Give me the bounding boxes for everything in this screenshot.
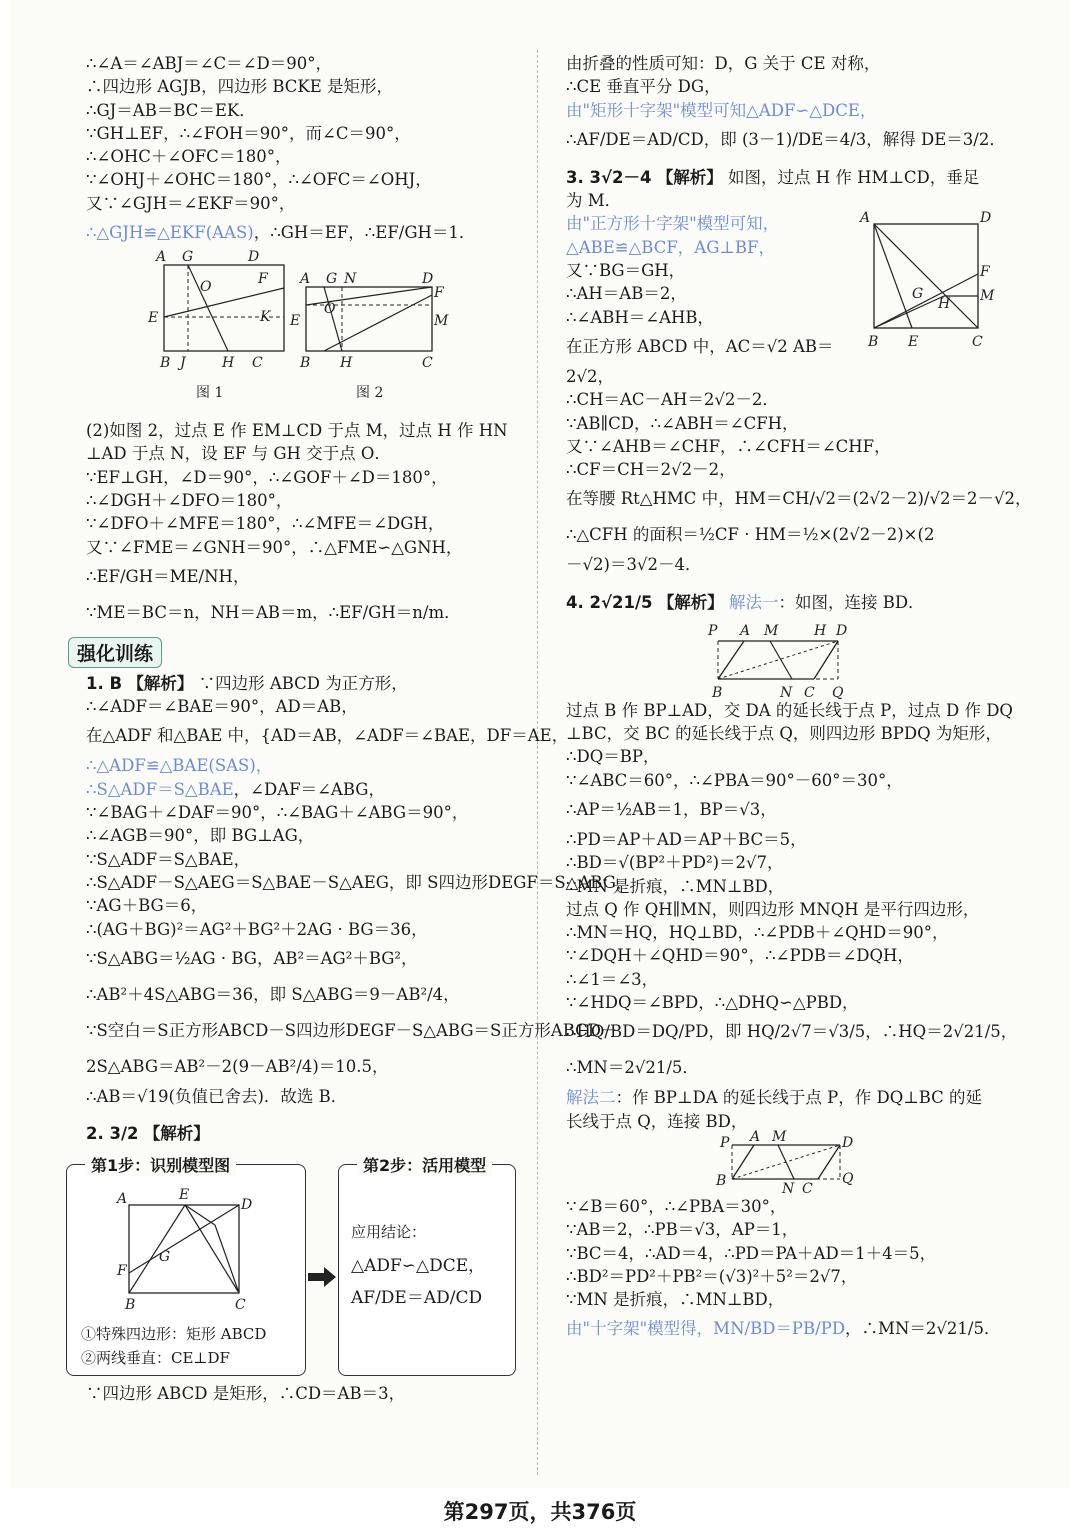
text-span: ：如图，连接 BD． <box>778 592 925 612</box>
text-line: ∴∠DGH＋∠DFO＝180°， <box>86 490 293 510</box>
analysis-tag: 【解析】 <box>657 592 724 612</box>
svg-text:M: M <box>764 622 779 639</box>
svg-text:D: D <box>980 210 992 227</box>
svg-text:C: C <box>422 355 433 372</box>
svg-text:C: C <box>235 1297 246 1314</box>
text-line: －√2)＝3√2－4． <box>566 555 702 575</box>
step2-box <box>338 1156 516 1376</box>
text-line: (2)如图 2，过点 E 作 EM⊥CD 于点 M，过点 H 作 HN <box>86 421 508 441</box>
svg-text:E: E <box>290 313 301 330</box>
analysis-tag: 【解析】 <box>127 673 194 693</box>
svg-text:B: B <box>868 334 879 351</box>
question-2-header <box>86 1116 526 1152</box>
arrow-icon <box>306 1266 338 1288</box>
text-line: 2S△ABG＝AB²－2(9－AB²/4)＝10.5， <box>86 1056 389 1076</box>
svg-text:图 1: 图 1 <box>196 385 224 402</box>
svg-text:O: O <box>200 279 212 296</box>
text-line: ∴BD²＝PD²＋PB²＝(√3)²＋5²＝2√7， <box>566 1266 858 1286</box>
svg-text:H: H <box>814 622 827 639</box>
text-line: 由"正方形十字架"模型可知， <box>566 214 780 234</box>
text-line: 在等腰 Rt△HMC 中，HM＝CH/√2＝(2√2－2)/√2＝2－√2， <box>566 489 1032 509</box>
text-span: ，∴GH＝EF，∴EF/GH＝1． <box>253 223 476 243</box>
text-line: ∴△ADF≌△BAE(SAS)， <box>86 756 273 776</box>
text-line: 过点 Q 作 QH∥MN，则四边形 MNQH 是平行四边形， <box>566 899 980 919</box>
svg-text:N: N <box>344 271 357 288</box>
text-line: ∴(AG＋BG)²＝AG²＋BG²＋2AG · BG＝36， <box>86 919 428 939</box>
svg-text:D: D <box>422 271 434 288</box>
svg-text:F: F <box>434 285 444 302</box>
apply-label: 应用结论： <box>351 1223 427 1242</box>
text-line: ∵S空白＝S正方形ABCD－S四边形DEGF－S△ABG＝S正方形ABCD－ <box>86 1020 618 1040</box>
text-line: ∵MN 是折痕，∴MN⊥BD， <box>566 1290 785 1310</box>
q4-figure-1 <box>566 621 1006 699</box>
text-line: ∵GH⊥EF，∴∠FOH＝90°，而∠C＝90°， <box>86 123 411 143</box>
text-line: ⊥AD 于点 N，设 EF 与 GH 交于点 O． <box>86 444 391 464</box>
text-line: ∵S△ABG＝½AG · BG，AB²＝AG²＋BG²， <box>86 948 418 968</box>
svg-text:E: E <box>179 1187 190 1204</box>
svg-text:P: P <box>720 1134 730 1151</box>
svg-text:A: A <box>300 271 311 288</box>
text-line: 又∵∠GJH＝∠EKF＝90°， <box>86 193 296 213</box>
question-number: 4. 2√21/5 <box>566 592 653 612</box>
svg-text:C: C <box>804 684 815 701</box>
svg-text:C: C <box>252 355 263 372</box>
text-line: ∵S△ADF＝S△BAE， <box>86 849 251 869</box>
note-line: ②两线垂直：CE⊥DF <box>81 1349 230 1368</box>
text-line: ∵BC＝4，∴AD＝4，∴PD＝PA＋AD＝1＋4＝5， <box>566 1243 937 1263</box>
text-line: ∴CE 垂直平分 DG， <box>566 77 721 97</box>
analysis-tag: 【解析】 <box>143 1124 210 1144</box>
text-line: 为 M． <box>566 191 622 211</box>
text-line: 又∵∠AHB＝∠CHF，∴∠CFH＝∠CHF， <box>566 436 891 456</box>
svg-text:F: F <box>980 264 990 281</box>
text-line: ∴AH＝AB＝2， <box>566 284 687 304</box>
svg-text:H: H <box>938 296 951 313</box>
text-span: ，∠DAF＝∠ABG， <box>233 779 385 799</box>
svg-text:A: A <box>740 622 751 639</box>
analysis-tag: 【解析】 <box>656 167 723 187</box>
highlight-text: 由"十字架"模型得，MN/BD＝PB/PD <box>566 1319 846 1339</box>
svg-text:G: G <box>912 286 924 303</box>
svg-text:M: M <box>980 288 995 305</box>
svg-text:图 2: 图 2 <box>356 385 384 402</box>
svg-text:B: B <box>716 1172 727 1189</box>
text-span: ，∴MN＝2√21/5． <box>845 1319 1001 1339</box>
text-line: 由折叠的性质可知：D，G 关于 CE 对称， <box>566 54 881 73</box>
question-number: 1. B <box>86 673 123 693</box>
q3-square-figure <box>856 208 1006 358</box>
svg-text:O: O <box>324 301 336 318</box>
text-line: ∵∠BAG＋∠DAF＝90°，∴∠BAG＋∠ABG＝90°， <box>86 803 469 823</box>
apply-similar: △ADF∽△DCE， <box>351 1256 486 1277</box>
text-line: ∴BD＝√(BP²＋PD²)＝2√7， <box>566 853 784 873</box>
svg-text:B: B <box>300 355 311 372</box>
text-line: ∴∠1＝∠3， <box>566 969 659 989</box>
text-line: △ABE≌△BCF，AG⊥BF， <box>566 237 775 257</box>
svg-text:M: M <box>772 1128 787 1145</box>
text-line: 由"矩形十字架"模型可知△ADF∽△DCE， <box>566 100 877 120</box>
step1-box <box>66 1156 306 1376</box>
svg-text:N: N <box>780 684 793 701</box>
svg-text:F: F <box>258 271 268 288</box>
text-line: ∵∠DQH＋∠QHD＝90°，∴∠PDB＝∠DQH， <box>566 946 914 966</box>
svg-text:D: D <box>248 249 260 266</box>
svg-text:D: D <box>836 622 848 639</box>
text-line <box>86 215 526 251</box>
svg-text:A: A <box>156 249 167 266</box>
question-number: 3. 3√2－4 <box>566 167 652 187</box>
text-line <box>566 1086 1006 1109</box>
text-line: ∴DQ＝BP， <box>566 747 660 767</box>
svg-text:Q: Q <box>842 1170 854 1187</box>
text-line: ∴PD＝AP＋AD＝AP＋BC＝5， <box>566 829 807 849</box>
note-line: ①特殊四边形：矩形 ABCD <box>81 1325 267 1344</box>
text-line: ∵∠HDQ＝∠BPD，∴△DHQ∽△PBD， <box>566 993 859 1013</box>
text-line: ∵AG＋BG＝6， <box>86 896 208 916</box>
text-line: ∵AB＝2，∴PB＝√3，AP＝1， <box>566 1220 799 1240</box>
text-line: 又∵BG＝GH， <box>566 261 686 281</box>
svg-text:C: C <box>972 334 983 351</box>
svg-text:C: C <box>802 1180 813 1197</box>
text-line: 在正方形 ABCD 中，AC＝√2 AB＝ <box>566 336 834 356</box>
apply-ratio: AF/DE＝AD/CD <box>351 1288 483 1309</box>
text-line: ∴HQ/BD＝DQ/PD，即 HQ/2√7＝√3/5，∴HQ＝2√21/5， <box>566 1022 1018 1042</box>
svg-text:D: D <box>842 1134 854 1151</box>
svg-text:B: B <box>160 355 171 372</box>
text-line: ∴△CFH 的面积＝½CF · HM＝½×(2√2－2)×(2 <box>566 525 935 545</box>
method-label: 解法一 <box>728 592 779 612</box>
highlight-text: ∴S△ADF＝S△BAE <box>86 779 234 799</box>
svg-text:Q: Q <box>832 684 844 701</box>
svg-text:A: A <box>860 210 871 227</box>
text-line: 又∵∠FME＝∠GNH＝90°，∴△FME∽△GNH， <box>86 537 463 557</box>
q3-block <box>566 212 1006 388</box>
text-line: ∵∠ABC＝60°，∴∠PBA＝90°－60°＝30°， <box>566 770 903 790</box>
text-line: ∴∠ADF＝∠BAE＝90°，AD＝AB， <box>86 697 358 717</box>
text-line: ∴EF/GH＝ME/NH， <box>86 566 250 586</box>
text-span: ：作 BP⊥DA 的延长线于点 P，作 DQ⊥BC 的延 <box>615 1088 983 1108</box>
text-line: ∴GJ＝AB＝BC＝EK． <box>86 100 256 120</box>
svg-text:G: G <box>326 271 338 288</box>
text-line: ∴AP＝½AB＝1，BP＝√3， <box>566 799 777 819</box>
svg-text:P: P <box>708 622 718 639</box>
question-3-header <box>566 166 1006 189</box>
text-line: ∴AB＝√19(负值已舍去)．故选 B． <box>86 1086 348 1106</box>
text-line: ∴S△ADF－S△AEG＝S△BAE－S△AEG，即 S四边形DEGF＝S△ABG， <box>86 872 633 892</box>
text-line: ⊥BC，交 BC 的延长线于点 Q，则四边形 BPDQ 为矩形， <box>566 724 1002 744</box>
text-line: ∴CH＝AC－AH＝2√2－2． <box>566 390 779 410</box>
step1-figure <box>67 1165 305 1315</box>
text-line: ∴∠A＝∠ABJ＝∠C＝∠D＝90°， <box>86 54 332 73</box>
method-label: 解法二 <box>566 1088 616 1108</box>
text-line: ∴CF＝CH＝2√2－2， <box>566 460 736 480</box>
text-line: ∵EF⊥GH，∠D＝90°，∴∠GOF＋∠D＝180°， <box>86 467 448 487</box>
text-line: 长线于点 Q，连接 BD， <box>566 1111 748 1131</box>
svg-text:E: E <box>908 334 919 351</box>
figures-1-2 <box>86 251 526 419</box>
column-divider <box>537 50 538 1475</box>
text-line: ∴MN＝2√21/5． <box>566 1058 699 1078</box>
page-footer: 第297页，共376页 <box>443 1500 637 1524</box>
section-title: 强化训练 <box>68 637 162 668</box>
question-1-header <box>86 672 526 695</box>
text-line: ∴MN＝HQ，HQ⊥BD，∴∠PDB＋∠QHD＝90°， <box>566 923 949 943</box>
step2-title: 第2步：活用模型 <box>357 1153 492 1176</box>
text-line: ∵∠OHJ＋∠OHC＝180°，∴∠OFC＝∠OHJ， <box>86 170 432 190</box>
text-line: ∵AB∥CD，∴∠ABH＝∠CFH， <box>566 413 799 433</box>
svg-text:E: E <box>148 310 159 327</box>
text-line <box>566 1311 1006 1347</box>
question-number: 2. 3/2 <box>86 1124 139 1144</box>
text-line: ∴AF/DE＝AD/CD，即 (3－1)/DE＝4/3，解得 DE＝3/2． <box>566 129 1006 149</box>
text-line: ∵四边形 ABCD 是矩形，∴CD＝AB＝3， <box>86 1384 406 1404</box>
svg-text:G: G <box>159 1249 171 1266</box>
svg-text:H: H <box>340 355 353 372</box>
svg-text:J: J <box>180 355 186 372</box>
text-line: 2√2， <box>566 366 615 386</box>
right-column <box>566 52 1032 1347</box>
q4-figure-2 <box>566 1128 1006 1197</box>
text-line: ∴∠OHC＋∠OFC＝180°， <box>86 147 292 167</box>
text-line: ∴四边形 AGJB，四边形 BCKE 是矩形， <box>86 77 393 97</box>
text-line: 过点 B 作 BP⊥AD，交 DA 的延长线于点 P，过点 D 作 DQ <box>566 700 1013 720</box>
svg-text:M: M <box>434 313 449 330</box>
text-line <box>86 778 526 801</box>
question-4-header <box>566 585 1006 621</box>
svg-text:B: B <box>712 684 723 701</box>
text-span: 如图，过点 H 作 HM⊥CD，垂足 <box>727 167 980 187</box>
svg-text:N: N <box>782 1180 795 1197</box>
svg-text:G: G <box>182 249 194 266</box>
text-line: ∵∠DFO＋∠MFE＝180°，∴∠MFE＝∠DGH， <box>86 514 445 534</box>
text-line: ∵MN 是折痕，∴MN⊥BD， <box>566 876 785 896</box>
text-line: ∵ME＝BC＝n，NH＝AB＝m，∴EF/GH＝n/m． <box>86 602 461 622</box>
svg-text:B: B <box>125 1297 136 1314</box>
step1-title: 第1步：识别模型图 <box>85 1153 236 1176</box>
svg-text:D: D <box>241 1197 253 1214</box>
text-line: ∴AB²＋4S△ABG＝36，即 S△ABG＝9－AB²/4， <box>86 984 460 1004</box>
highlight-text: ∴△GJH≌△EKF(AAS) <box>86 223 254 243</box>
svg-text:A: A <box>117 1191 128 1208</box>
svg-text:F: F <box>117 1263 127 1280</box>
text-line: ∵∠B＝60°，∴∠PBA＝30°， <box>566 1196 787 1216</box>
model-steps-diagram <box>66 1156 514 1378</box>
svg-text:H: H <box>222 355 235 372</box>
text-line: ∴∠ABH＝∠AHB， <box>566 307 715 327</box>
text-span: ∵四边形 ABCD 为正方形， <box>198 673 408 693</box>
text-line: 在△ADF 和△BAE 中，{AD＝AB，∠ADF＝∠BAE，DF＝AE， <box>86 726 569 746</box>
svg-text:K: K <box>260 309 271 326</box>
svg-text:A: A <box>750 1128 761 1145</box>
text-line: ∴∠AGB＝90°，即 BG⊥AG， <box>86 826 315 846</box>
